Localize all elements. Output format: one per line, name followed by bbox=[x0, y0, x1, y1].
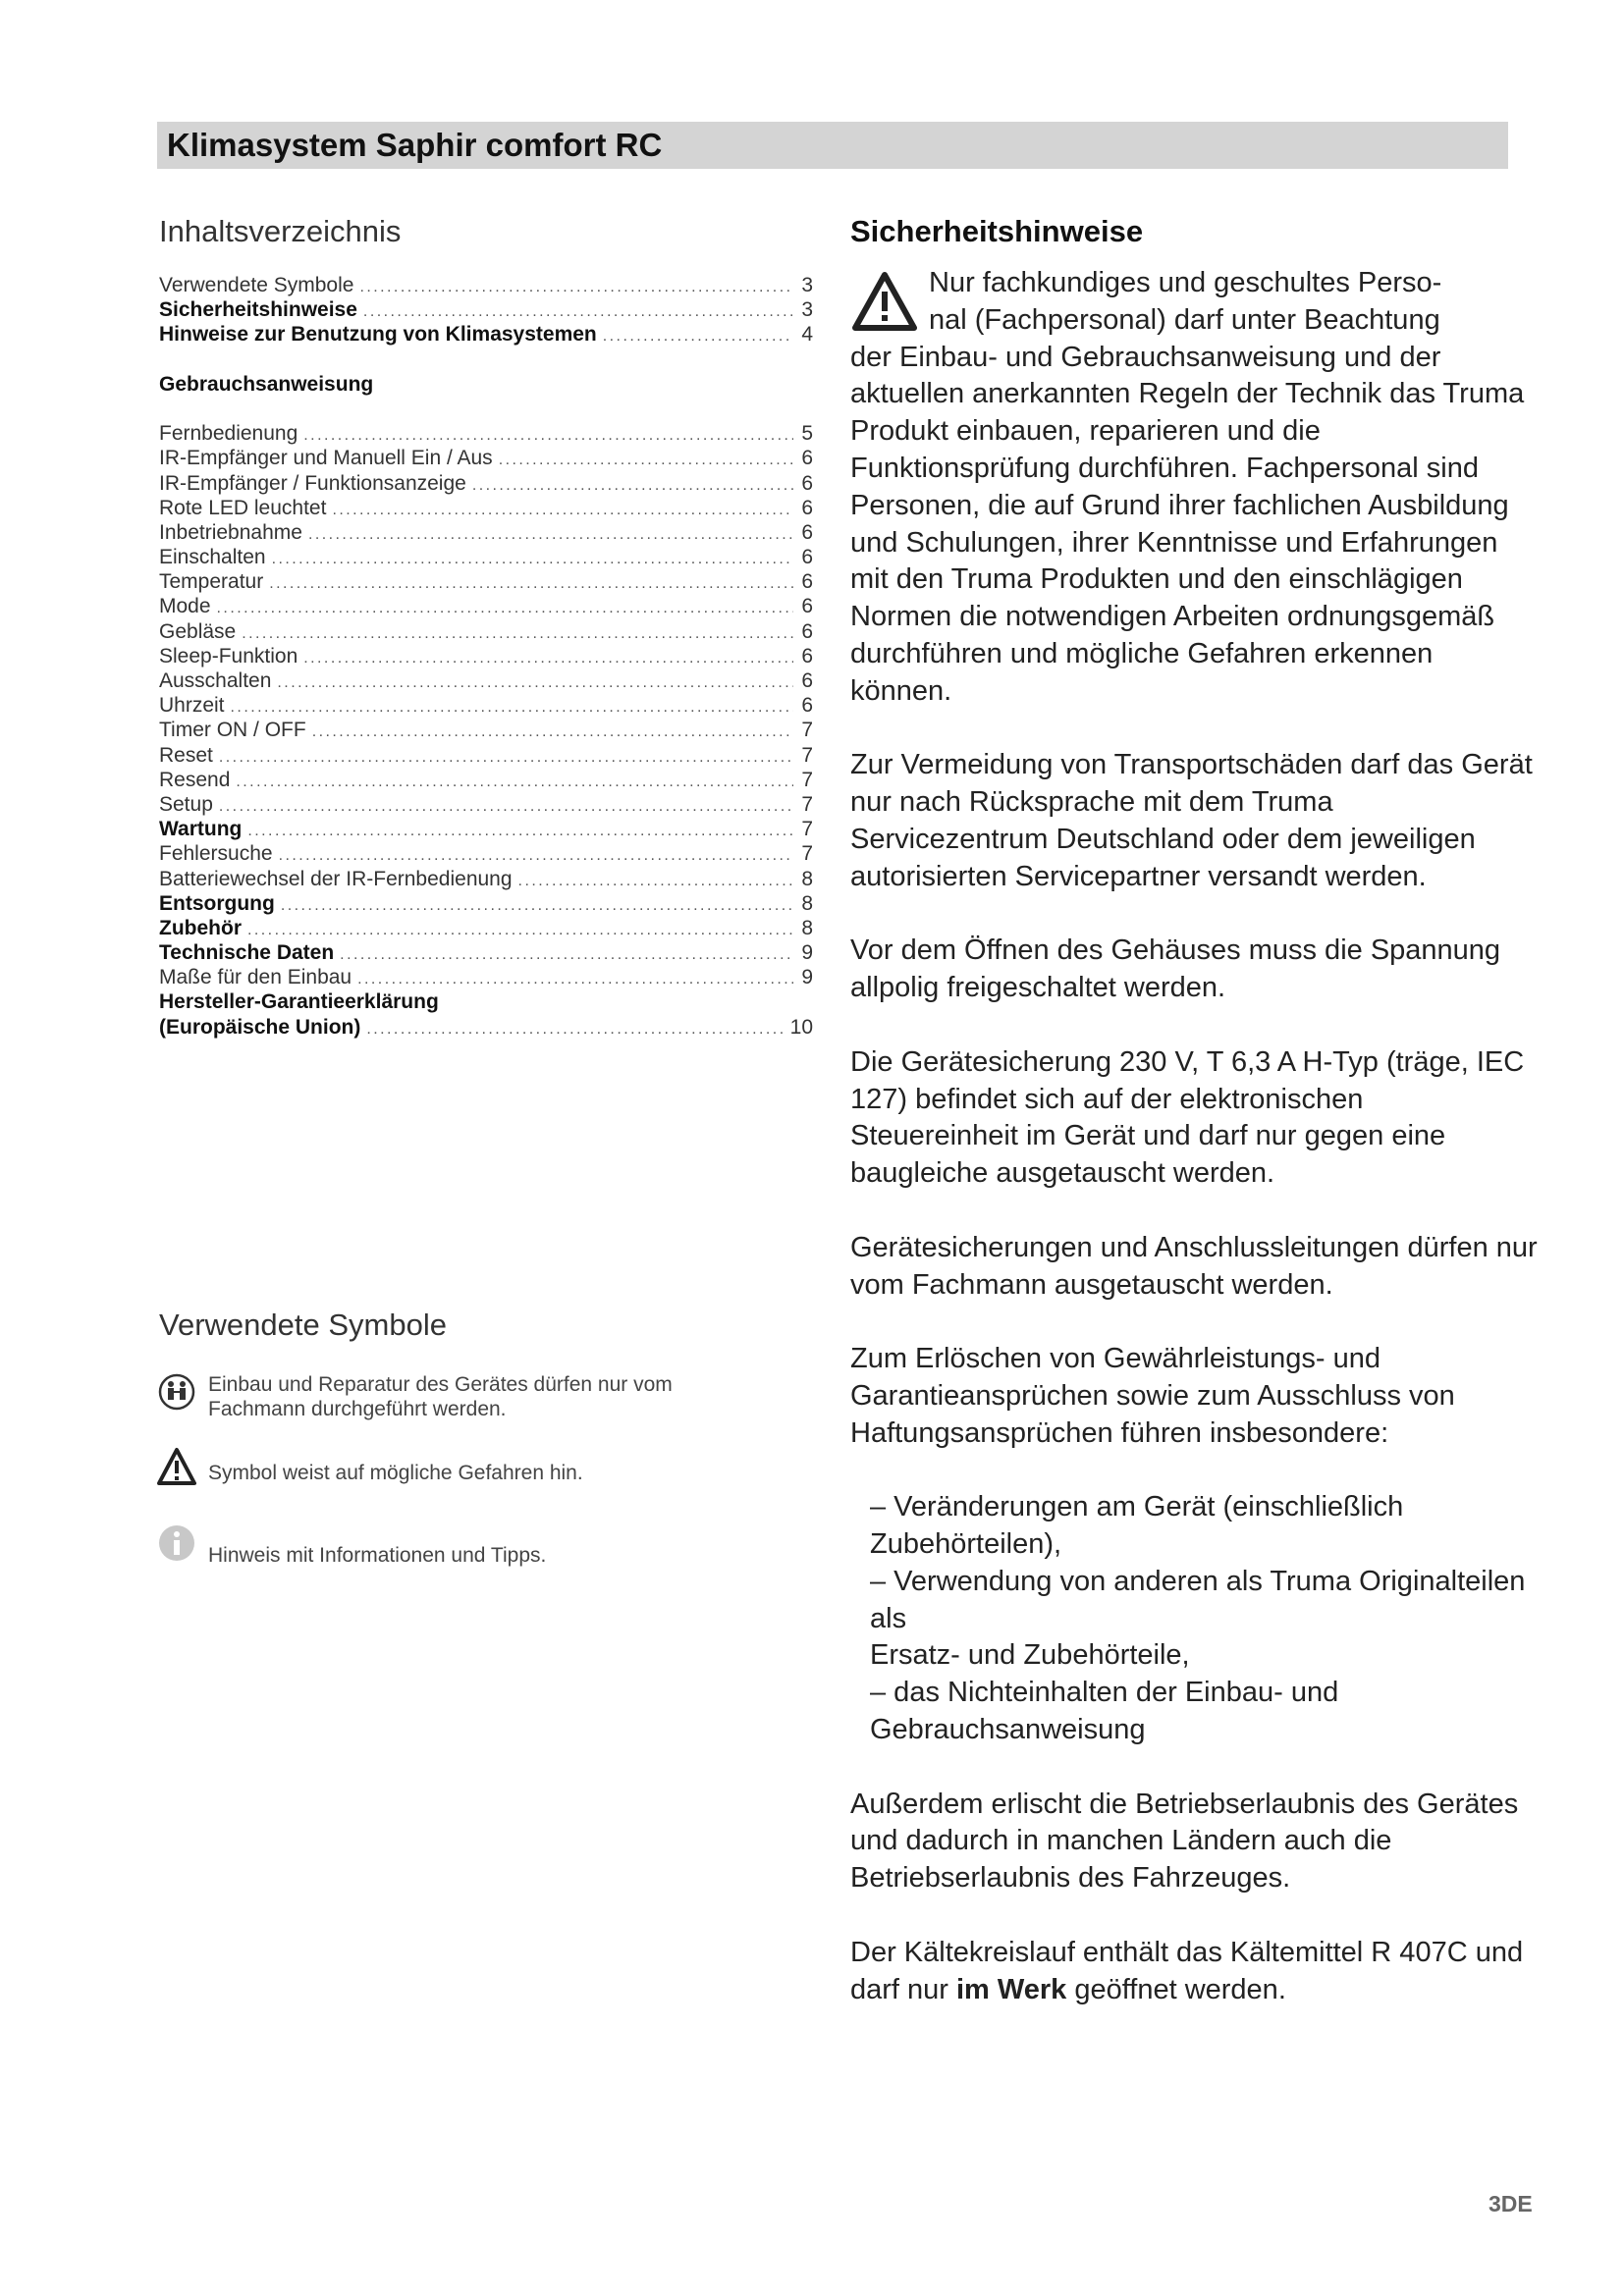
toc-leader-dots bbox=[332, 496, 793, 520]
toc-entry-page: 7 bbox=[801, 818, 813, 841]
toc-entry bbox=[159, 989, 813, 1014]
toc-spacer bbox=[159, 347, 813, 372]
toc-leader-dots bbox=[366, 1015, 784, 1040]
toc-entry-page: 8 bbox=[801, 867, 813, 890]
toc-leader-dots bbox=[247, 817, 793, 841]
toc-entry-page: 3 bbox=[801, 274, 813, 296]
toc-entry-page: 6 bbox=[801, 595, 813, 618]
toc-leader-dots bbox=[236, 768, 793, 792]
toc-leader-dots bbox=[269, 569, 793, 594]
toc-entry bbox=[159, 545, 813, 569]
toc-entry-page: 6 bbox=[801, 520, 813, 544]
toc-entry bbox=[159, 297, 813, 322]
toc-entry bbox=[159, 792, 813, 817]
list-item: – das Nichteinhalten der Einbau- und Gebrauchsanweisung bbox=[870, 1677, 1339, 1746]
page-number: 3DE bbox=[1489, 2191, 1533, 2216]
toc-entry-page: 5 bbox=[801, 422, 813, 446]
toc-entry-label: Batteriewechsel der IR-Fernbedienung bbox=[159, 867, 513, 890]
toc-entry-page: 6 bbox=[801, 471, 813, 495]
toc-leader-dots bbox=[219, 792, 793, 817]
symbol-warning-text: Symbol weist auf mögliche Gefahren hin. bbox=[208, 1462, 583, 1484]
toc-entry-page: 7 bbox=[801, 792, 813, 816]
toc-entry-page: 7 bbox=[801, 743, 813, 767]
toc-entry-page: 6 bbox=[801, 619, 813, 643]
toc-entry bbox=[159, 965, 813, 989]
toc-entry-page: 6 bbox=[801, 496, 813, 519]
toc-entry-label: Verwendete Symbole bbox=[159, 274, 354, 296]
toc-entry-label: Mode bbox=[159, 595, 211, 618]
toc-entry-label: Inbetriebnahme bbox=[159, 520, 302, 544]
toc-entry-page: 6 bbox=[801, 644, 813, 667]
symbol-warning bbox=[157, 1447, 758, 1486]
toc-entry-label: Timer ON / OFF bbox=[159, 719, 306, 742]
toc-leader-dots bbox=[247, 916, 793, 940]
toc-entry-label: Technische Daten bbox=[159, 941, 335, 965]
toc-entry-label: Setup bbox=[159, 792, 213, 816]
toc-entry-label: Rote LED leuchtet bbox=[159, 496, 327, 519]
toc-leader-dots bbox=[272, 545, 793, 569]
toc-entry bbox=[159, 471, 813, 496]
toc-entry bbox=[159, 817, 813, 841]
toc-leader-dots bbox=[231, 693, 793, 718]
header-bar bbox=[157, 122, 1508, 169]
transport-paragraph: Zur Vermeidung von Transportschäden darf das Gerät nur nach Rücksprache mit dem Truma Servicezentrum Deutschland oder dem jeweiligen autorisierten Servicepartner versandt werden. bbox=[850, 749, 1533, 892]
toc-leader-dots bbox=[340, 940, 793, 965]
toc-entry bbox=[159, 891, 813, 916]
symbols-title: Verwendete Symbole bbox=[159, 1308, 447, 1342]
toc-leader-dots bbox=[363, 297, 793, 322]
toc-entry-page: 7 bbox=[801, 842, 813, 866]
toc-title: Inhaltsverzeichnis bbox=[159, 214, 402, 248]
toc-entry bbox=[159, 841, 813, 866]
toc-entry-label: IR-Empfänger und Manuell Ein / Aus bbox=[159, 447, 493, 470]
toc-entry-label: Ausschalten bbox=[159, 669, 272, 692]
toc-entry bbox=[159, 644, 813, 668]
toc-entry-page: 8 bbox=[801, 891, 813, 915]
toc-entry-page: 3 bbox=[801, 298, 813, 322]
list-item: Ersatz- und Zubehörteile, bbox=[870, 1639, 1190, 1672]
toc-leader-dots bbox=[312, 718, 793, 742]
toc-leader-dots bbox=[472, 471, 793, 496]
voltage-paragraph: Vor dem Öffnen des Gehäuses muss die Spannung allpolig freigeschaltet werden. bbox=[850, 934, 1501, 1004]
replacement-paragraph: Gerätesicherungen und Anschlussleitungen dürfen nur vom Fachmann ausgetauscht werden. bbox=[850, 1231, 1538, 1301]
toc-entry-label: Resend bbox=[159, 768, 231, 791]
toc-list bbox=[159, 273, 813, 1040]
toc-entry-label: Temperatur bbox=[159, 570, 264, 594]
warranty-paragraph: Zum Erlöschen von Gewährleistungs- und Garantieansprüchen sowie zum Ausschluss von Haftungsansprüchen führen insbesondere: bbox=[850, 1343, 1455, 1449]
toc-entry bbox=[159, 1015, 813, 1040]
warning-rest: der Einbau- und Gebrauchsanweisung und der aktuellen anerkannten Regeln der Technik das Truma Produkt einbauen, reparieren und die Funktionsprüfung durchführen. Fachpersonal sind Personen, die auf Grund ihrer fachlichen Ausbildung und Schulungen, ihrer Kenntnisse und Erfahrungen mit den Truma Produkten und den einschlägigen Normen die notwendigen Arbeiten ordnungsgemäß durchführen und mögliche Gefahren erkennen können. bbox=[850, 341, 1525, 707]
toc-leader-dots bbox=[219, 743, 793, 768]
toc-section-heading: Gebrauchsanweisung bbox=[159, 372, 374, 396]
toc-entry-page: 6 bbox=[801, 669, 813, 692]
toc-entry-page: 7 bbox=[801, 719, 813, 742]
toc-entry-label: Maße für den Einbau bbox=[159, 966, 352, 989]
toc-entry-page: 6 bbox=[801, 447, 813, 470]
toc-leader-dots bbox=[359, 273, 793, 297]
toc-entry-page: 8 bbox=[801, 916, 813, 939]
toc-leader-dots bbox=[499, 446, 793, 470]
toc-entry bbox=[159, 520, 813, 545]
toc-entry bbox=[159, 569, 813, 594]
refrigerant-text-pre: Der Kältekreislauf enthält das Kältemittel R 407C und darf nur bbox=[850, 1936, 1524, 2005]
safety-title: Sicherheitshinweise bbox=[850, 214, 1144, 248]
toc-leader-dots bbox=[357, 965, 793, 989]
toc-entry bbox=[159, 718, 813, 742]
toc-entry bbox=[159, 446, 813, 470]
toc-entry-page: 10 bbox=[789, 1015, 813, 1039]
toc-entry-page: 4 bbox=[801, 323, 813, 347]
operating-permit-paragraph: Außerdem erlischt die Betriebserlaubnis des Gerätes und dadurch in manchen Ländern auch die Betriebserlaubnis des Fahrzeuges. bbox=[850, 1788, 1519, 1895]
fuse-paragraph: Die Gerätesicherung 230 V, T 6,3 A H-Typ (träge, IEC 127) befindet sich auf der elektronischen Steuereinheit im Gerät und darf nur gegen eine baugleiche ausgetauscht werden. bbox=[850, 1045, 1525, 1190]
toc-entry-label: Uhrzeit bbox=[159, 694, 225, 718]
toc-entry-label: Fehlersuche bbox=[159, 842, 273, 866]
toc-entry-label: IR-Empfänger / Funktionsanzeige bbox=[159, 471, 466, 495]
list-item: – Veränderungen am Gerät (einschließlich Zubehörteilen), bbox=[870, 1491, 1404, 1561]
toc-entry-label: Wartung bbox=[159, 818, 243, 841]
toc-entry-label: Einschalten bbox=[159, 546, 266, 569]
toc-leader-dots bbox=[242, 619, 793, 644]
toc-entry bbox=[159, 867, 813, 891]
toc-entry-label: Hersteller-Garantieerklärung bbox=[159, 990, 439, 1014]
symbol-technician-text: Einbau und Reparatur des Gerätes dürfen nur vom Fachmann durchgeführt werden. bbox=[208, 1373, 673, 1420]
toc-entry bbox=[159, 768, 813, 792]
warranty-list bbox=[850, 1489, 1538, 1749]
warning-icon bbox=[157, 1447, 196, 1486]
toc-entry bbox=[159, 940, 813, 965]
toc-leader-dots bbox=[277, 668, 793, 693]
safety-body bbox=[850, 265, 1538, 2046]
toc-entry-page: 6 bbox=[801, 570, 813, 594]
toc-entry bbox=[159, 322, 813, 347]
toc-entry-label: Sicherheitshinweise bbox=[159, 298, 357, 322]
symbol-info bbox=[157, 1523, 758, 1568]
toc-entry-label: Gebläse bbox=[159, 619, 237, 643]
refrigerant-text-bold: im Werk bbox=[956, 1973, 1067, 2005]
list-item: – Verwendung von anderen als Truma Originalteilen als bbox=[870, 1565, 1526, 1634]
toc-entry bbox=[159, 743, 813, 768]
toc-entry-label: Hinweise zur Benutzung von Klimasystemen bbox=[159, 323, 597, 347]
symbol-technician bbox=[157, 1372, 758, 1421]
toc-leader-dots bbox=[217, 594, 793, 618]
toc-entry bbox=[159, 496, 813, 520]
warning-icon bbox=[852, 271, 917, 332]
warning-line-2: nal (Fachpersonal) darf unter Beachtung bbox=[929, 303, 1440, 336]
toc-leader-dots bbox=[518, 867, 793, 891]
symbol-info-text: Hinweis mit Informationen und Tipps. bbox=[208, 1544, 547, 1567]
safety-warning-paragraph bbox=[850, 265, 1538, 711]
info-icon bbox=[157, 1523, 196, 1563]
toc-leader-dots bbox=[281, 891, 793, 916]
toc-entry bbox=[159, 421, 813, 446]
warning-line-1: Nur fachkundiges und geschultes Perso- bbox=[929, 267, 1442, 298]
toc-leader-dots bbox=[279, 841, 793, 866]
refrigerant-text-post: geöffnet werden. bbox=[1066, 1973, 1286, 2005]
toc-entry-page: 9 bbox=[801, 941, 813, 965]
toc-entry-label: Zubehör bbox=[159, 916, 242, 939]
toc-entry-page: 9 bbox=[801, 966, 813, 989]
toc-entry-page: 7 bbox=[801, 768, 813, 791]
toc-entry bbox=[159, 916, 813, 940]
refrigerant-paragraph bbox=[850, 1935, 1538, 2009]
toc-entry bbox=[159, 619, 813, 644]
toc-entry-label: Sleep-Funktion bbox=[159, 644, 298, 667]
toc-entry-label: Fernbedienung bbox=[159, 422, 298, 446]
toc-leader-dots bbox=[303, 421, 793, 446]
toc-leader-dots bbox=[303, 644, 793, 668]
toc-entry-label: Reset bbox=[159, 743, 213, 767]
toc-entry bbox=[159, 273, 813, 297]
toc-entry bbox=[159, 693, 813, 718]
toc-entry-page: 6 bbox=[801, 694, 813, 718]
toc-spacer bbox=[159, 397, 813, 421]
toc-leader-dots bbox=[603, 322, 793, 347]
toc-entry-label: (Europäische Union) bbox=[159, 1015, 361, 1039]
toc-entry-label: Entsorgung bbox=[159, 891, 275, 915]
document-title: Klimasystem Saphir comfort RC bbox=[167, 127, 663, 163]
toc-leader-dots bbox=[308, 520, 793, 545]
toc-entry bbox=[159, 594, 813, 618]
toc-entry bbox=[159, 668, 813, 693]
toc-entry-page: 6 bbox=[801, 546, 813, 569]
technician-icon bbox=[157, 1372, 196, 1412]
